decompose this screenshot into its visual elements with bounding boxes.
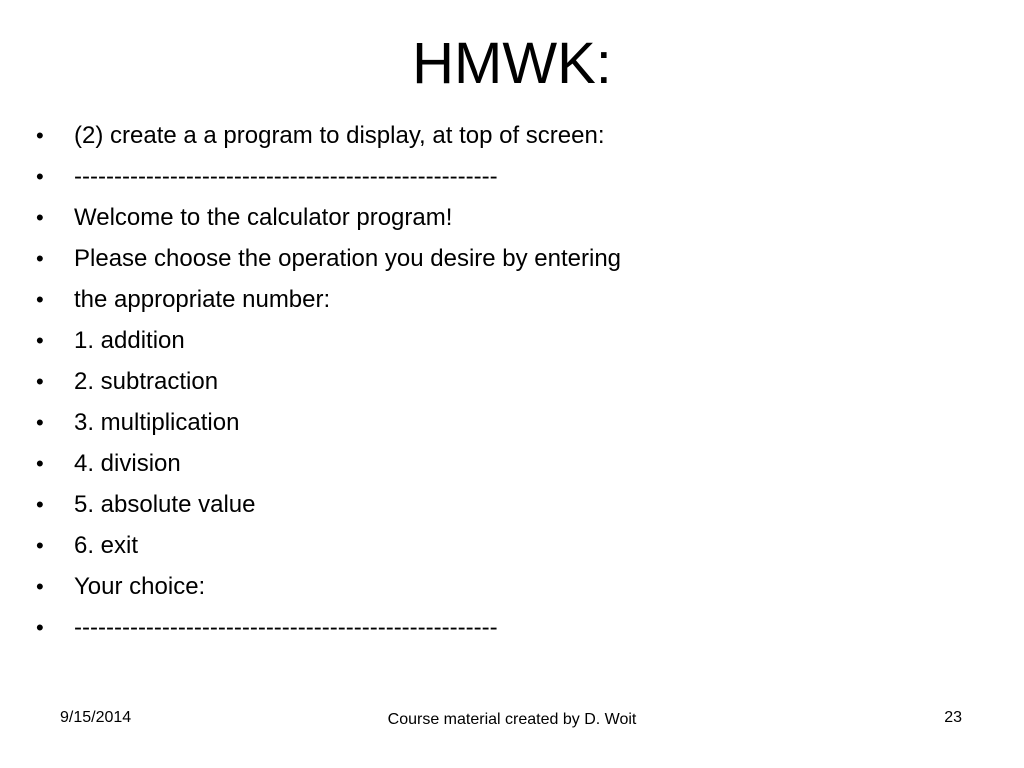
bullet-text: Welcome to the calculator program!	[74, 204, 453, 231]
bullet-text: Please choose the operation you desire by entering	[74, 245, 622, 272]
bullet-icon: •	[36, 451, 44, 476]
bullet-text: 4. division	[74, 450, 181, 477]
bullet-icon: •	[36, 287, 44, 312]
bullet-item	[36, 361, 621, 402]
bullet-text: (2) create a a program to display, at top of screen:	[74, 122, 605, 149]
slide-title: HMWK:	[412, 31, 612, 96]
bullet-icon: •	[36, 328, 44, 353]
page-number: 23	[944, 709, 962, 726]
bullet-item	[36, 607, 621, 648]
bullet-item	[36, 238, 621, 279]
bullet-icon: •	[36, 574, 44, 599]
bullet-icon: •	[36, 123, 44, 148]
bullet-text: 1. addition	[74, 327, 185, 354]
bullet-item	[36, 320, 621, 361]
bullet-item	[36, 156, 621, 197]
bullet-text: the appropriate number:	[74, 286, 331, 313]
bullet-text: Your choice:	[74, 573, 206, 600]
bullet-icon: •	[36, 410, 44, 435]
footer-credit: Course material created by D. Woit	[387, 711, 637, 728]
bullet-item	[36, 402, 621, 443]
bullet-icon: •	[36, 369, 44, 394]
bullet-item	[36, 525, 621, 566]
bullet-text: 5. absolute value	[74, 491, 256, 518]
bullet-item	[36, 566, 621, 607]
bullet-item	[36, 443, 621, 484]
bullet-text: -----------------------------------------------------	[74, 163, 498, 190]
bullet-icon: •	[36, 164, 44, 189]
bullet-icon: •	[36, 615, 44, 640]
bullet-icon: •	[36, 533, 44, 558]
bullet-text: 6. exit	[74, 532, 139, 559]
footer-date: 9/15/2014	[60, 709, 132, 726]
bullet-item	[36, 197, 621, 238]
bullet-icon: •	[36, 492, 44, 517]
bullet-text: 3. multiplication	[74, 409, 240, 436]
bullet-text: 2. subtraction	[74, 368, 219, 395]
bullet-icon: •	[36, 246, 44, 271]
bullet-item	[36, 115, 621, 156]
bullet-item	[36, 279, 621, 320]
bullet-item	[36, 484, 621, 525]
bullet-text: -----------------------------------------------------	[74, 614, 498, 641]
bullet-list	[36, 115, 621, 648]
bullet-icon: •	[36, 205, 44, 230]
